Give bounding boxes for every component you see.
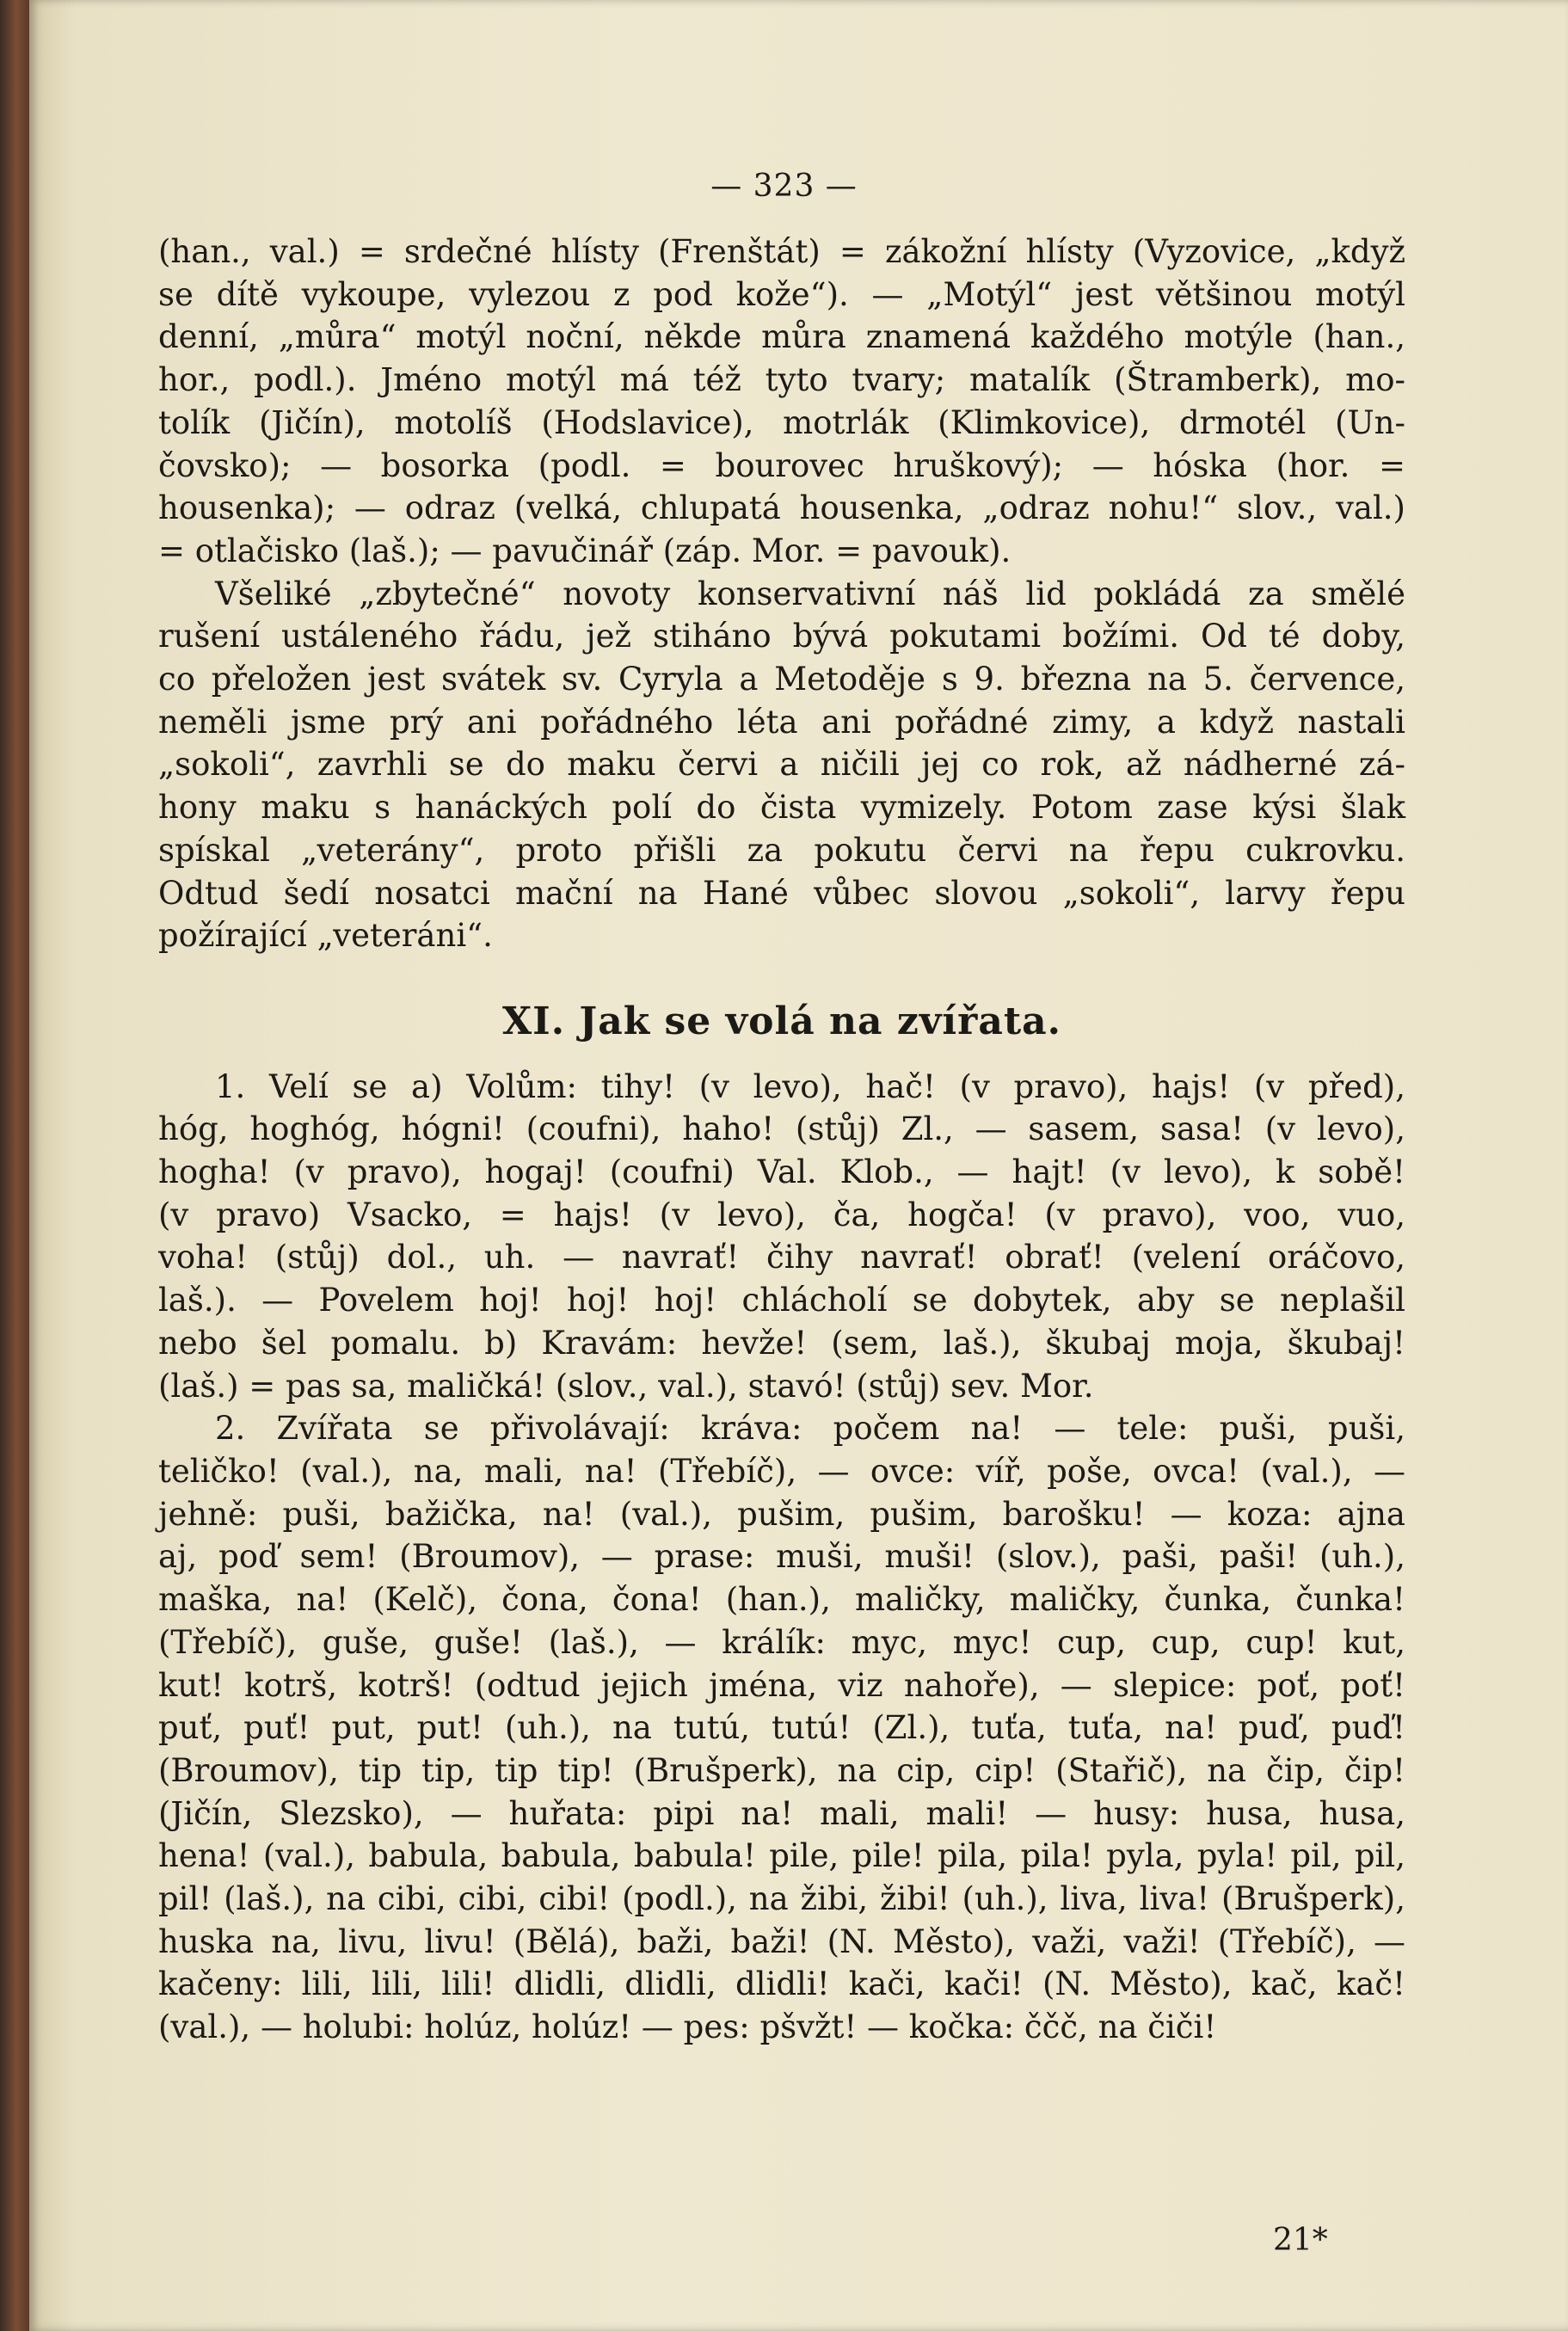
- text-line: kačeny: lili, lili, lili! dlidli, dlidli, dlidli! kači, kači! (N. Město), kač, kač!: [158, 1965, 1405, 2003]
- text-line: housenka); — odraz (velká, chlupatá housenka, „odraz nohu!“ slov., val.): [158, 489, 1405, 527]
- paragraph-calls: [158, 1407, 1405, 2049]
- text-line: „sokoli“, zavrhli se do maku červi a ničili jej co rok, až nádherné zá-: [158, 746, 1405, 784]
- text-line: požírající „veteráni“.: [158, 917, 493, 955]
- text-line: (val.), — holubi: holúz, holúz! — pes: pšvžt! — kočka: ččč, na čiči!: [158, 2008, 1217, 2046]
- text-line: (Jičín, Slezsko), — huřata: pipi na! mali, mali! — husy: husa, husa,: [158, 1794, 1405, 1832]
- page-number: — 323 —: [710, 169, 858, 204]
- text-line: (v pravo) Vsacko, = hajs! (v levo), ča, hogča! (v pravo), voo, vuo,: [158, 1196, 1405, 1233]
- text-line: 2. Zvířata se přivolávají: kráva: počem na! — tele: puši, puši,: [215, 1410, 1405, 1448]
- text-line: spískal „veterány“, proto přišli za pokutu červi na řepu cukrovku.: [158, 831, 1405, 869]
- book-binding: [0, 0, 29, 2331]
- text-line: hony maku s hanáckých polí do čista vymizely. Potom zase kýsi šlak: [158, 789, 1405, 827]
- text-line: neměli jsme prý ani pořádného léta ani pořádné zimy, a když nastali: [158, 703, 1405, 741]
- text-line: 1. Velí se a) Volům: tihy! (v levo), hač! (v pravo), hajs! (v před),: [215, 1067, 1405, 1105]
- text-line: čovsko); — bosorka (podl. = bourovec hruškový); — hóska (hor. =: [158, 446, 1405, 484]
- text-line: hena! (val.), babula, babula, babula! pile, pile! pila, pila! pyla, pyla! pil, pil,: [158, 1837, 1405, 1875]
- text-line: tolík (Jičín), motolíš (Hodslavice), motrlák (Klimkovice), drmotél (Un-: [158, 403, 1405, 441]
- text-line: maška, na! (Kelč), čona, čona! (han.), maličky, maličky, čunka, čunka!: [158, 1581, 1405, 1619]
- paragraph-novelties: [158, 573, 1405, 957]
- text-line: denní, „můra“ motýl noční, někde můra znamená každého motýle (han.,: [158, 318, 1405, 356]
- text-line: (han., val.) = srdečné hlísty (Frenštát) = zákožní hlísty (Vyzovice, „když: [158, 233, 1405, 270]
- section-heading: XI. Jak se volá na zvířata.: [502, 999, 1061, 1043]
- paragraph-commands: [158, 1066, 1405, 1408]
- text-line: (laš.) = pas sa, maličká! (slov., val.), stavó! (stůj) sev. Mor.: [158, 1367, 1094, 1405]
- text-line: jehně: puši, bažička, na! (val.), pušim, pušim, barošku! — koza: ajna: [158, 1495, 1405, 1533]
- text-line: rušení ustáleného řádu, jež stiháno bývá pokutami božími. Od té doby,: [158, 618, 1405, 655]
- text-line: co přeložen jest svátek sv. Cyryla a Metoděje s 9. března na 5. července,: [158, 661, 1405, 698]
- text-line: nebo šel pomalu. b) Kravám: hevže! (sem, laš.), škubaj moja, škubaj!: [158, 1324, 1405, 1362]
- text-line: puť, puť! put, put! (uh.), na tutú, tutú! (Zl.), tuťa, tuťa, na! puď, puď!: [158, 1709, 1405, 1747]
- text-line: huska na, livu, livu! (Bělá), baži, baži! (N. Město), važi, važi! (Třebíč), —: [158, 1922, 1405, 1960]
- body-text: [158, 231, 1405, 2049]
- text-line: = otlačisko (laš.); — pavučinář (záp. Mor. = pavouk).: [158, 532, 1012, 569]
- text-line: Všeliké „zbytečné“ novoty konservativní náš lid pokládá za smělé: [215, 575, 1405, 612]
- text-line: teličko! (val.), na, mali, na! (Třebíč), — ovce: víř, poše, ovca! (val.), —: [158, 1452, 1405, 1490]
- text-line: kut! kotrš, kotrš! (odtud jejich jména, viz nahoře), — slepice: poť, poť!: [158, 1666, 1405, 1704]
- text-line: hogha! (v pravo), hogaj! (coufni) Val. Klob., — hajt! (v levo), k sobě!: [158, 1153, 1405, 1191]
- paragraph-moths: [158, 231, 1405, 573]
- text-line: pil! (laš.), na cibi, cibi, cibi! (podl.), na žibi, žibi! (uh.), liva, liva! (Brušperk),: [158, 1880, 1405, 1918]
- text-line: aj, poď sem! (Broumov), — prase: muši, muši! (slov.), paši, paši! (uh.),: [158, 1538, 1405, 1576]
- text-line: se dítě vykoupe, vylezou z pod kože“). — „Motýl“ jest většinou motýl: [158, 275, 1405, 313]
- text-line: hóg, hoghóg, hógni! (coufni), haho! (stůj) Zl., — sasem, sasa! (v levo),: [158, 1110, 1405, 1148]
- text-line: (Třebíč), guše, guše! (laš.), — králík: myc, myc! cup, cup, cup! kut,: [158, 1623, 1405, 1661]
- text-line: voha! (stůj) dol., uh. — navrať! čihy navrať! obrať! (velení oráčovo,: [158, 1239, 1405, 1276]
- text-line: laš.). — Povelem hoj! hoj! hoj! chlácholí se dobytek, aby se neplašil: [158, 1282, 1405, 1319]
- text-line: (Broumov), tip tip, tip tip! (Brušperk), na cip, cip! (Stařič), na čip, čip!: [158, 1751, 1405, 1789]
- text-line: hor., podl.). Jméno motýl má též tyto tvary; matalík (Štramberk), mo-: [158, 361, 1405, 399]
- text-line: Odtud šedí nosatci mační na Hané vůbec slovou „sokoli“, larvy řepu: [158, 874, 1405, 912]
- signature-mark: 21*: [1273, 2223, 1328, 2258]
